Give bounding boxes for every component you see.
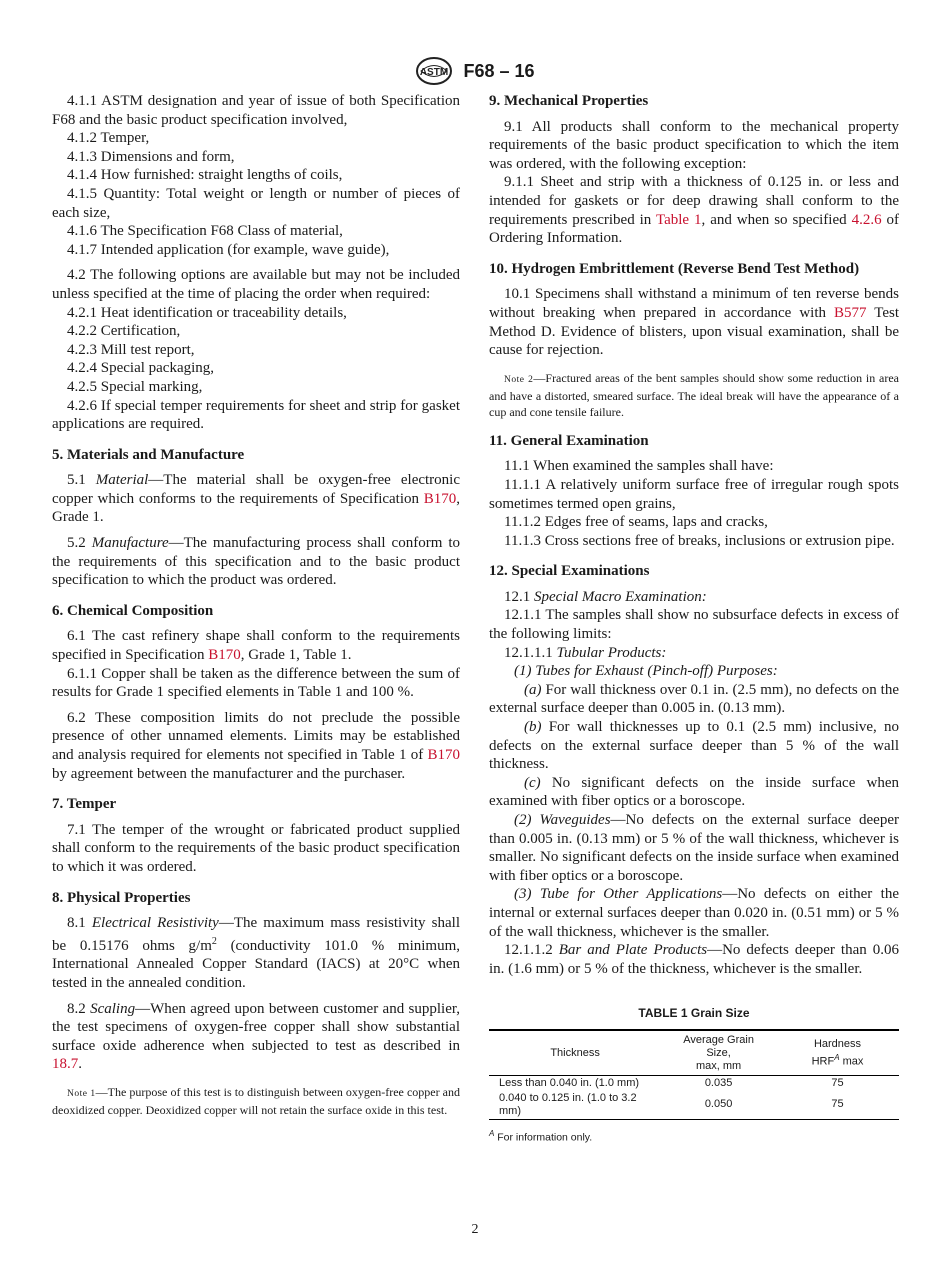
clause-4-2-3: 4.2.3 Mill test report, (67, 341, 195, 358)
clause-12-1-1-1: 12.1.1.1 Tubular Products: (504, 644, 667, 661)
clause-4-2-4: 4.2.4 Special packaging, (67, 360, 215, 377)
clause-9-1-1: 9.1.1 Sheet and strip with a thickness of 0.125 in. or less and intended for gaskets or for deep drawing shall conform to the requirements prescribed in Table 1, and when so specified 4.2.6 of Ordering Information. (489, 174, 899, 247)
clause-4-2-2: 4.2.2 Certification, (67, 323, 181, 340)
clause-10-1: 10.1 Specimens shall withstand a minimum of ten reverse bends without breaking when prepared in accordance with B577 Test Method D. Evidence of blisters, upon visual examination, shall be cause for rejection. (489, 286, 900, 359)
clause-4-1-6: 4.1.6 The Specification F68 Class of material, (67, 223, 343, 240)
clause-12-1-1-2: 12.1.1.2 Bar and Plate Products—No defects deeper than 0.06 in. (1.6 mm) or 5 % of the thickness, whichever is the smaller. (489, 942, 899, 977)
clause-4-2: 4.2 The following options are available but may not be included unless specified at the time of placing the order when required: (52, 267, 460, 302)
clause-4-1-1: 4.1.1 ASTM designation and year of issue of both Specification F68 and the basic product specification involved, (52, 93, 460, 128)
table-1 (489, 1004, 899, 1147)
clause-6-1-1: 6.1.1 Copper shall be taken as the difference between the sum of results for Grade 1 specified elements in Table 1 and 100 %. (52, 665, 460, 701)
clause-4-1-7: 4.1.7 Intended application (for example, wave guide), (67, 241, 390, 258)
document-designation: F68 – 16 (463, 60, 535, 81)
right-column (489, 92, 899, 1147)
table-row: 0.040 to 0.125 in. (1.0 to 3.2 mm) 0.050 75 (489, 1091, 899, 1120)
svg-text:ASTM: ASTM (420, 67, 449, 78)
b170-link[interactable]: B170 (427, 747, 460, 763)
page-number: 2 (471, 1222, 479, 1237)
clause-4-1-2: 4.1.2 Temper, (67, 130, 150, 147)
table-1-title: TABLE 1 Grain Size (638, 1006, 750, 1021)
clause-5-2: 5.2 Manufacture—The manufacturing process shall conform to the requirements of this specification and to the basic product specification to which the product was ordered. (52, 535, 460, 589)
clause-4-2-5: 4.2.5 Special marking, (67, 378, 203, 395)
clause-11-1-3: 11.1.3 Cross sections free of breaks, inclusions or extrusion pipe. (504, 532, 895, 549)
b577-link[interactable]: B577 (833, 304, 867, 321)
item-3: (3) Tube for Other Applications—No defects on either the internal or external surfaces deeper than 0.020 in. (0.51 mm) or 5 % of the wall thickness, whichever is the smaller. (489, 886, 899, 940)
clause-6-1: 6.1 The cast refinery shape shall conform to the requirements specified in Specification B170, Grade 1, Table 1. (52, 628, 460, 664)
left-column (52, 92, 460, 1118)
clause-12-1: 12.1 Special Macro Examination: (504, 588, 707, 605)
page-header (0, 56, 950, 86)
section-6-heading: 6. Chemical Composition (52, 602, 214, 619)
clause-11-1-2: 11.1.2 Edges free of seams, laps and cracks, (504, 514, 768, 531)
clause-5-1: 5.1 Material—The material shall be oxygen-free electronic copper which conforms to the requirements of Specification B170, Grade 1. (52, 472, 460, 526)
section-11-heading: 11. General Examination (489, 432, 649, 449)
section-7-heading: 7. Temper (52, 796, 117, 813)
table-row: Less than 0.040 in. (1.0 mm) 0.035 75 (499, 1076, 844, 1089)
col-hardness: Hardness $HRF^A$ max (811, 1038, 864, 1068)
section-5-heading: 5. Materials and Manufacture (52, 446, 245, 463)
clause-9-1: 9.1 All products shall conform to the mechanical property requirements of the basic product specification to which the item was ordered, with the following exception: (489, 118, 899, 172)
section-18-7-link[interactable]: 18.7 (52, 1056, 79, 1073)
clause-11-1: 11.1 When examined the samples shall have: (504, 458, 774, 475)
item-2: (2) Waveguides—No defects on the external surface deeper than 0.005 in. (0.13 mm) or 5 % of the wall thickness, whichever is smaller. No significant defects on the inside surface when examined with fiber optics or a boroscope. (489, 812, 899, 884)
b170-link[interactable]: B170 (423, 490, 457, 507)
clause-4-1-4: 4.1.4 How furnished: straight lengths of coils, (67, 167, 343, 184)
item-1c: (c) No significant defects on the inside surface when examined with fiber optics or a boroscope. (489, 774, 900, 810)
clause-4-2-6: 4.2.6 If special temper requirements for sheet and strip for gasket applications are required. (52, 397, 460, 433)
clause-12-1-1: 12.1.1 The samples shall show no subsurface defects in excess of the following limits: (489, 607, 899, 643)
note-2: Note 2—Fractured areas of the bent samples should show some reduction in area and have a distorted, smeared surface. The ideal break will have the appearance of a cup and cone tensile failure. (489, 370, 899, 419)
table-1-link[interactable]: Table 1 (655, 211, 702, 228)
clause-4-2-1: 4.2.1 Heat identification or traceability details, (67, 304, 347, 321)
col-thickness: Thickness (550, 1046, 600, 1059)
clause-11-1-1: 11.1.1 A relatively uniform surface free of irregular rough spots sometimes termed open grains, (489, 476, 899, 512)
section-12-heading: 12. Special Examinations (489, 563, 650, 580)
b170-link[interactable]: B170 (208, 647, 241, 664)
clause-4-2-6-link[interactable]: 4.2.6 (851, 211, 882, 228)
clause-8-1: 8.1 Electrical Resistivity—The maximum mass resistivity shall be 0.15176 ohms $g/m^2$ (conductivity 101.0 % minimum, International Annealed Copper Standard (IACS) at 20°C when tested in the annealed condition. (52, 915, 461, 991)
clause-6-2: 6.2 These composition limits do not preclude the possible presence of other unnamed elements. Limits may be established and analysis required for elements not specified in Table 1 of B170 by agreement between the manufacturer and the purchaser. (52, 709, 460, 782)
section-10-heading: 10. Hydrogen Embrittlement (Reverse Bend Test Method) (489, 260, 860, 277)
grain-size-table (489, 1029, 899, 1120)
clause-8-2: 8.2 Scaling—When agreed upon between customer and supplier, the test specimens of oxygen-free copper shall show substantial surface oxide adherence when subjected to test as described in 18.7. (52, 1000, 461, 1073)
astm-logo-icon (415, 56, 453, 86)
section-8-heading: 8. Physical Properties (52, 889, 191, 906)
clause-4-1-5: 4.1.5 Quantity: Total weight or length or number of pieces of each size, (52, 185, 460, 221)
section-9-heading: 9. Mechanical Properties (489, 93, 649, 109)
col-grain-size: Average Grain Size, max, mm (683, 1033, 754, 1072)
item-1: (1) Tubes for Exhaust (Pinch-off) Purposes: (514, 663, 778, 680)
clause-4-1-3: 4.1.3 Dimensions and form, (67, 148, 235, 165)
table-1-footnote: $^A$ For information only. (489, 1128, 593, 1144)
item-1b: (b) For wall thicknesses up to 0.1 (2.5 mm) inclusive, no defects on the external surface deeper than 5 % of the wall thickness. (489, 719, 899, 773)
clause-7-1: 7.1 The temper of the wrought or fabricated product supplied shall conform to the requirements of the basic product specification to which it was ordered. (52, 821, 460, 875)
item-1a: (a) For wall thickness over 0.1 in. (2.5 mm), no defects on the external surface deeper than 0.005 in. (0.13 mm). (489, 681, 899, 717)
note-1: Note 1—The purpose of this test is to distinguish between oxygen-free copper and deoxidized copper. Deoxidized copper will not retain the surface oxide in this test. (52, 1084, 460, 1117)
